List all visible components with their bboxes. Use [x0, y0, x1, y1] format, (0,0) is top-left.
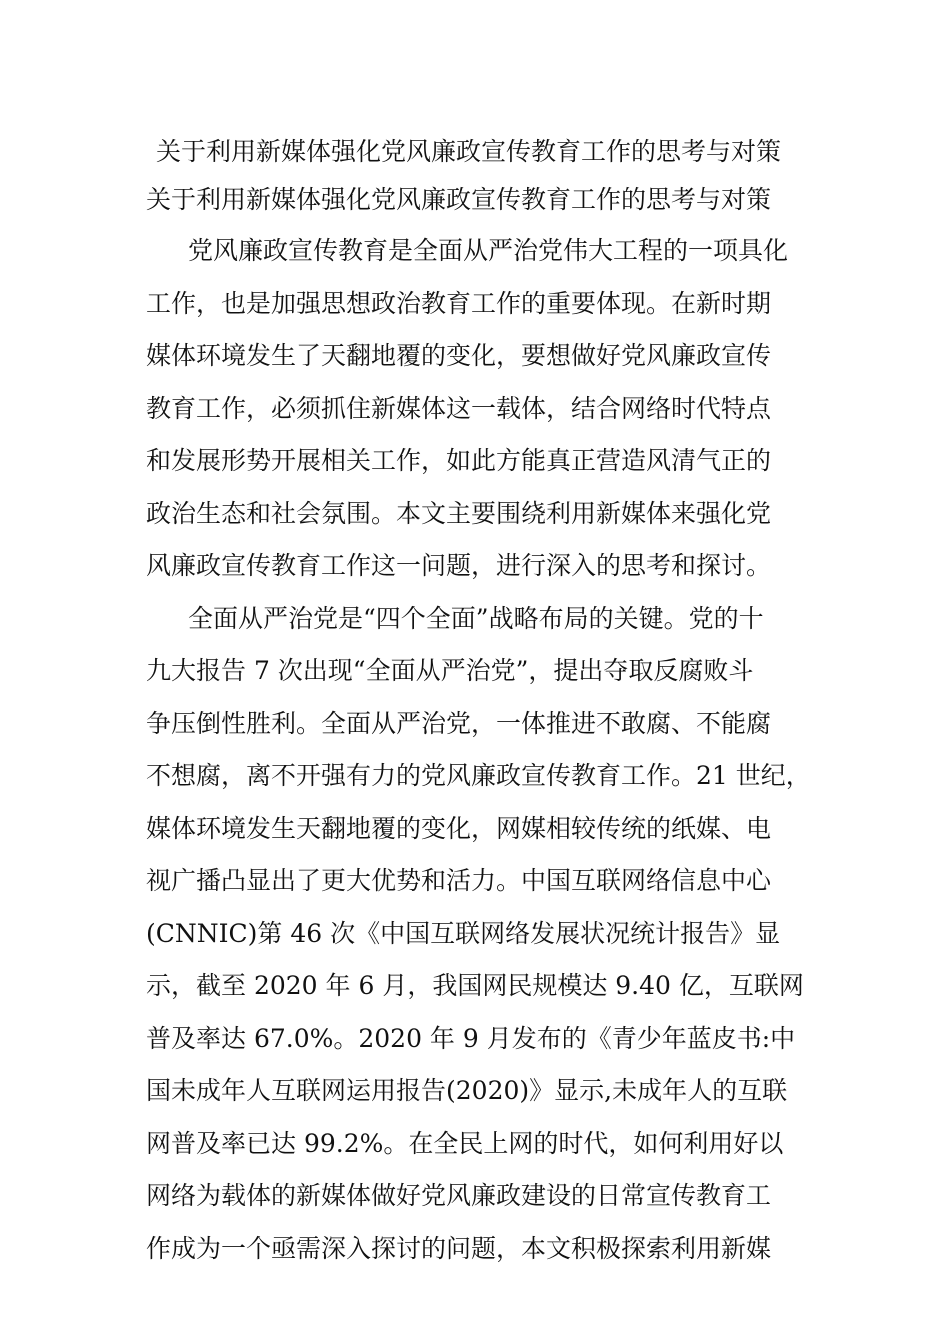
- paragraph-line: 媒体环境发生天翻地覆的变化，网媒相较传统的纸媒、电: [146, 813, 772, 843]
- paragraph-line: 风廉政宣传教育工作这一问题，进行深入的思考和探讨。: [146, 551, 772, 580]
- paragraph-line: 九大报告 7 次出现“全面从严治党”，提出夺取反腐败斗: [146, 656, 754, 685]
- paragraph-line: 网普及率已达 99.2%。在全民上网的时代，如何利用好以: [146, 1128, 784, 1158]
- paragraph-line: 党风廉政宣传教育是全面从严治党伟大工程的一项具化: [188, 236, 789, 265]
- document-body: [146, 230, 846, 1280]
- paragraph-line: 普及率达 67.0%。2020 年 9 月发布的《青少年蓝皮书:中: [146, 1023, 796, 1053]
- paragraph-line: 视广播凸显出了更大优势和活力。中国互联网络信息中心: [146, 866, 772, 895]
- document-title: 关于利用新媒体强化党风廉政宣传教育工作的思考与对策: [156, 137, 782, 166]
- document-title-repeat: 关于利用新媒体强化党风廉政宣传教育工作的思考与对策: [146, 185, 772, 214]
- paragraph-line: 工作，也是加强思想政治教育工作的重要体现。在新时期: [146, 288, 772, 318]
- paragraph-line: 媒体环境发生了天翻地覆的变化，要想做好党风廉政宣传: [146, 341, 772, 370]
- paragraph-line: (CNNIC)第 46 次《中国互联网络发展状况统计报告》显: [146, 918, 781, 948]
- paragraph-line: 和发展形势开展相关工作，如此方能真正营造风清气正的: [146, 446, 772, 475]
- paragraph-line: 教育工作，必须抓住新媒体这一载体，结合网络时代特点: [146, 393, 772, 423]
- paragraph-line: 争压倒性胜利。全面从严治党，一体推进不敢腐、不能腐: [146, 708, 772, 738]
- paragraph-line: 国未成年人互联网运用报告(2020)》显示,未成年人的互联: [146, 1076, 788, 1105]
- paragraph-line: 作成为一个亟需深入探讨的问题，本文积极探索利用新媒: [146, 1233, 772, 1263]
- paragraph-line: 不想腐，离不开强有力的党风廉政宣传教育工作。21 世纪，: [146, 761, 811, 790]
- paragraph-line: 示，截至 2020 年 6 月，我国网民规模达 9.40 亿，互联网: [146, 971, 804, 1000]
- paragraph-line: 政治生态和社会氛围。本文主要围绕利用新媒体来强化党: [146, 498, 772, 528]
- paragraph-line: 网络为载体的新媒体做好党风廉政建设的日常宣传教育工: [146, 1181, 772, 1210]
- paragraph-line: 全面从严治党是“四个全面”战略布局的关键。党的十: [188, 603, 764, 633]
